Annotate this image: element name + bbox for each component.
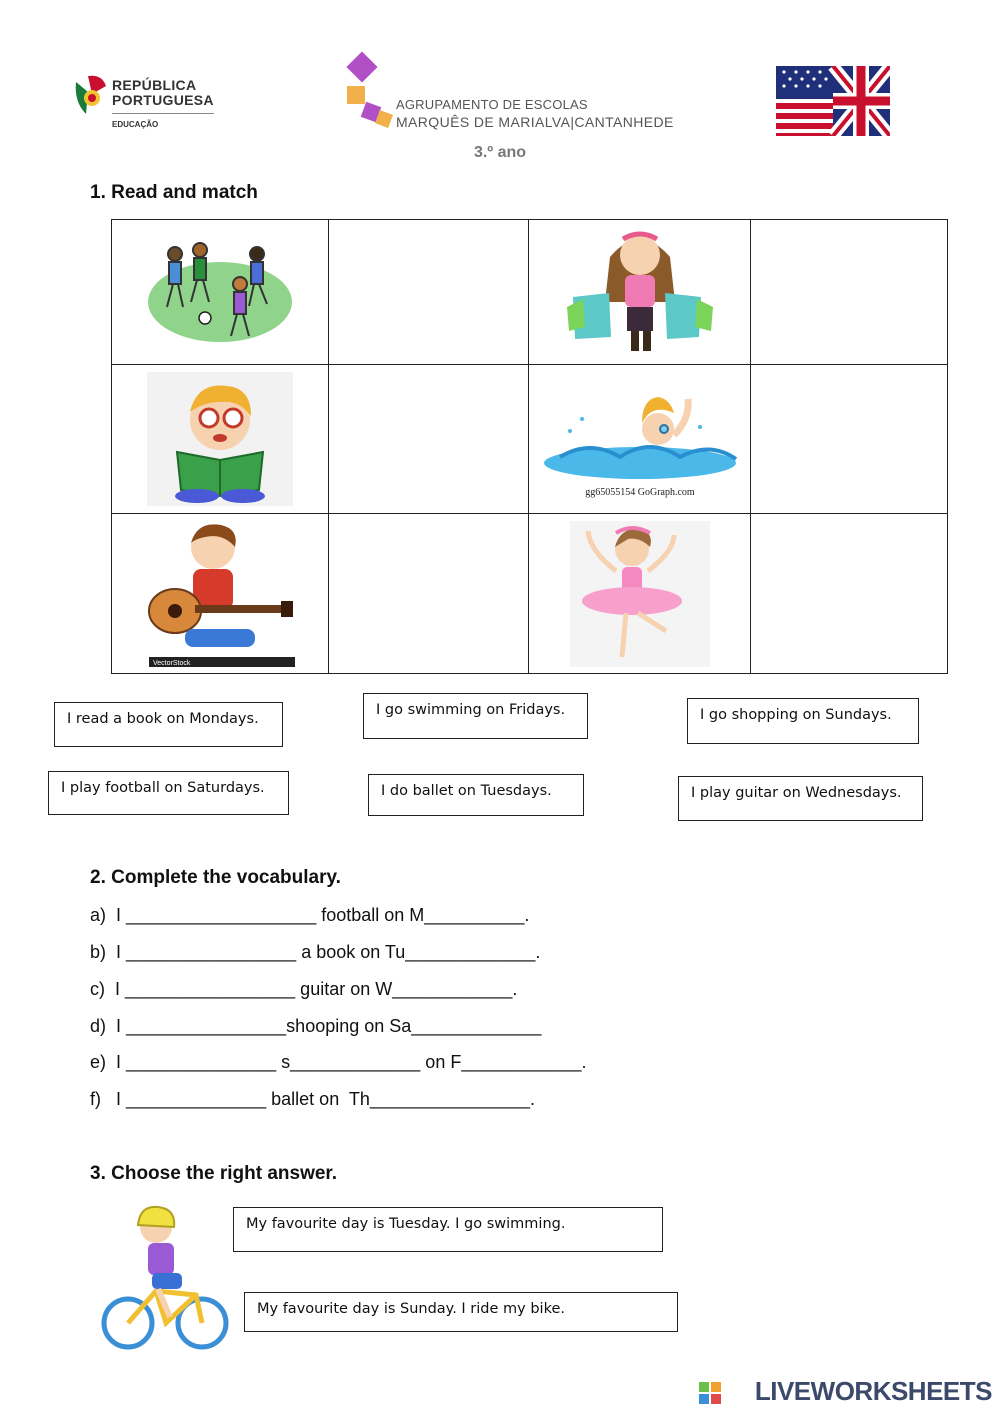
swim-caption: gg65055154 GoGraph.com [584, 487, 695, 498]
vocab-item[interactable]: b) I _________________ a book on Tu_____________. [90, 942, 541, 962]
answer-cell[interactable] [329, 220, 529, 365]
school-line1: AGRUPAMENTO DE ESCOLAS [396, 97, 588, 112]
sentence-card[interactable]: I go swimming on Fridays. [363, 693, 588, 739]
boy-guitar-icon [112, 519, 328, 669]
answer-cell[interactable] [751, 220, 948, 365]
girl-shopping-icon [529, 227, 750, 357]
liveworksheets-logo-icon [699, 1382, 721, 1404]
republica-sub: EDUCAÇÃO [112, 120, 159, 129]
vocab-item[interactable]: f) I ______________ ballet on Th________________. [90, 1089, 536, 1109]
vocab-item[interactable]: c) I _________________ guitar on W____________. [90, 979, 518, 999]
section2-title: 2. Complete the vocabulary. [90, 867, 341, 888]
girl-swimming-icon [529, 379, 750, 499]
boy-bike-icon [96, 1205, 231, 1355]
answer-option[interactable]: My favourite day is Tuesday. I go swimming. [233, 1207, 663, 1252]
sentence-card[interactable]: I play guitar on Wednesdays. [678, 776, 923, 821]
vocab-item[interactable]: a) I ___________________ football on M__________. [90, 905, 530, 925]
republica-title: REPÚBLICA PORTUGUESA [112, 77, 214, 108]
vocab-item[interactable]: d) I ________________shooping on Sa_____________ [90, 1016, 542, 1036]
sentence-card[interactable]: I do ballet on Tuesdays. [368, 774, 584, 816]
sentence-card[interactable]: I play football on Saturdays. [48, 771, 289, 815]
sentence-card[interactable]: I read a book on Mondays. [54, 702, 283, 747]
match-grid [111, 219, 948, 674]
sentence-card[interactable]: I go shopping on Sundays. [687, 698, 919, 744]
school-line2: MARQUÊS DE MARIALVA|CANTANHEDE [396, 114, 674, 130]
answer-cell[interactable] [329, 514, 529, 674]
girl-ballet-icon [529, 521, 750, 667]
section1-title: 1. Read and match [90, 182, 258, 203]
answer-cell[interactable] [751, 365, 948, 514]
grade-label: 3.º ano [473, 144, 527, 161]
vocab-item[interactable]: e) I _______________ s_____________ on F____________. [90, 1052, 587, 1072]
liveworksheets-brand: LIVEWORKSHEETS [754, 1376, 992, 1406]
answer-cell[interactable] [329, 365, 529, 514]
section3-title: 3. Choose the right answer. [90, 1163, 338, 1184]
uk-flag-icon [776, 66, 890, 136]
guitar-caption: VectorStock [153, 659, 191, 667]
answer-cell[interactable] [751, 514, 948, 674]
answer-option[interactable]: My favourite day is Sunday. I ride my bike. [244, 1292, 678, 1332]
divider [112, 113, 214, 114]
boy-reading-icon [112, 372, 328, 506]
football-players-icon [112, 232, 328, 352]
